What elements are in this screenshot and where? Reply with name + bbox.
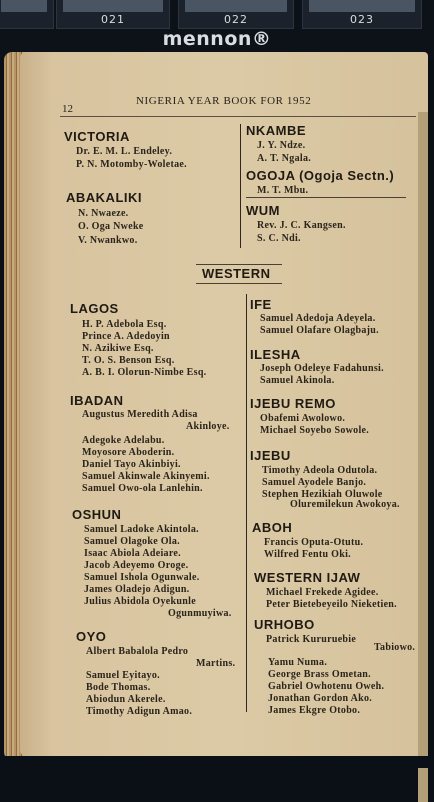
constituency-heading: ILESHA [250, 347, 301, 362]
member-name: Augustus Meredith Adisa [82, 409, 198, 420]
member-name: Timothy Adigun Amao. [86, 706, 193, 717]
member-name: J. Y. Ndze. [257, 140, 306, 151]
member-name: Francis Oputa-Otutu. [264, 537, 364, 548]
member-name: Samuel Olafare Olagbaju. [260, 325, 379, 336]
member-name-continued: Oluremilekun Awokoya. [290, 499, 400, 510]
member-name: O. Oga Nweke [78, 221, 144, 232]
constituency-heading: ABOH [252, 520, 293, 535]
member-name: Obafemi Awolowo. [260, 413, 346, 424]
member-name: Jonathan Gordon Ako. [268, 693, 373, 704]
member-name: Dr. E. M. L. Endeley. [76, 146, 173, 157]
member-name-continued: Ogunmuyiwa. [168, 608, 232, 619]
member-name-continued: Tabiowo. [374, 642, 416, 653]
member-name: Wilfred Fentu Oki. [264, 549, 351, 560]
member-name: A. T. Ngala. [257, 153, 312, 164]
constituency-heading: WESTERN IJAW [254, 570, 361, 585]
member-name: N. Nwaeze. [78, 208, 129, 219]
member-name: P. N. Motomby-Woletae. [76, 159, 187, 170]
member-name: Peter Bietebeyeilo Nieketien. [266, 599, 397, 610]
constituency-heading: IFE [250, 297, 272, 312]
frame-number: 023 [350, 13, 374, 26]
column-divider-western [246, 294, 247, 712]
member-name: Stephen Hezikiah Oluwole [262, 489, 383, 500]
film-frame[interactable] [56, 0, 170, 29]
constituency-heading: VICTORIA [64, 129, 130, 144]
constituency-heading: NKAMBE [246, 123, 307, 138]
member-name: Julius Abidola Oyekunle [84, 596, 196, 607]
member-name: Adegoke Adelabu. [82, 435, 165, 446]
constituency-heading: URHOBO [254, 617, 315, 632]
member-name: Michael Soyebo Sowole. [260, 425, 370, 436]
constituency-heading: IBADAN [70, 393, 124, 408]
section-title: WESTERN [202, 266, 271, 281]
member-name: Isaac Abiola Adeiare. [84, 548, 181, 559]
member-name: Moyosore Aboderin. [82, 447, 175, 458]
member-name: Samuel Eyitayo. [86, 670, 160, 681]
member-name: Jacob Adeyemo Oroge. [84, 560, 189, 571]
section-rule-top [196, 264, 282, 265]
member-name-continued: Akinloye. [186, 421, 230, 432]
constituency-heading: OSHUN [72, 507, 122, 522]
constituency-heading: ABAKALIKI [66, 190, 142, 205]
member-name: A. B. I. Olorun-Nimbe Esq. [82, 367, 207, 378]
page-right-edge [418, 112, 428, 802]
member-name: Yamu Numa. [268, 657, 328, 668]
frame-window [63, 0, 163, 12]
frame-window [185, 0, 287, 12]
frame-number: 021 [101, 13, 125, 26]
member-name: N. Azikiwe Esq. [82, 343, 154, 354]
member-name: Daniel Tayo Akinbiyi. [82, 459, 181, 470]
constituency-heading: OGOJA (Ogoja Sectn.) [246, 168, 395, 183]
constituency-heading: IJEBU [250, 448, 291, 463]
member-name: Michael Frekede Agidee. [266, 587, 379, 598]
member-name: James Ekgre Otobo. [268, 705, 361, 716]
member-name: M. T. Mbu. [257, 185, 309, 196]
member-name: James Oladejo Adigun. [84, 584, 190, 595]
frame-window [1, 0, 47, 12]
member-name: Bode Thomas. [86, 682, 151, 693]
member-name: George Brass Ometan. [268, 669, 371, 680]
divider [246, 197, 406, 198]
member-name: Prince A. Adedoyin [82, 331, 170, 342]
member-name: Rev. J. C. Kangsen. [257, 220, 346, 231]
member-name: T. O. S. Benson Esq. [82, 355, 175, 366]
member-name: Abiodun Akerele. [86, 694, 166, 705]
member-name: Samuel Ayodele Banjo. [262, 477, 367, 488]
viewer-top-bar [0, 0, 434, 58]
constituency-heading: WUM [246, 203, 280, 218]
brand-logo: mennon® [162, 28, 272, 50]
film-frame[interactable] [302, 0, 422, 29]
column-divider-top [240, 124, 241, 248]
member-name: H. P. Adebola Esq. [82, 319, 167, 330]
member-name: S. C. Ndi. [257, 233, 301, 244]
member-name: Samuel Olagoke Ola. [84, 536, 180, 547]
frame-window [309, 0, 415, 12]
header-rule [60, 116, 416, 117]
member-name: Timothy Adeola Odutola. [262, 465, 378, 476]
member-name-continued: Martins. [196, 658, 236, 669]
film-frame[interactable] [178, 0, 294, 29]
member-name: Samuel Ishola Ogunwale. [84, 572, 200, 583]
member-name: V. Nwankwo. [78, 235, 138, 246]
member-name: Samuel Adedoja Adeyela. [260, 313, 376, 324]
member-name: Samuel Owo-ola Lanlehin. [82, 483, 203, 494]
frame-number: 022 [224, 13, 248, 26]
viewer-bottom-bar [0, 756, 434, 768]
member-name: Samuel Akinola. [260, 375, 335, 386]
member-name: Gabriel Owhotenu Oweh. [268, 681, 385, 692]
member-name: Samuel Akinwale Akinyemi. [82, 471, 210, 482]
section-rule-bottom [196, 283, 282, 284]
member-name: Patrick Kururuebie [266, 634, 357, 645]
constituency-heading: OYO [76, 629, 107, 644]
film-frame[interactable] [0, 0, 54, 29]
page-number: 12 [62, 103, 73, 115]
constituency-heading: IJEBU REMO [250, 396, 336, 411]
member-name: Samuel Ladoke Akintola. [84, 524, 199, 535]
member-name: Albert Babalola Pedro [86, 646, 189, 657]
running-title: NIGERIA YEAR BOOK FOR 1952 [136, 95, 312, 107]
member-name: Joseph Odeleye Fadahunsi. [260, 363, 384, 374]
constituency-heading: LAGOS [70, 301, 119, 316]
